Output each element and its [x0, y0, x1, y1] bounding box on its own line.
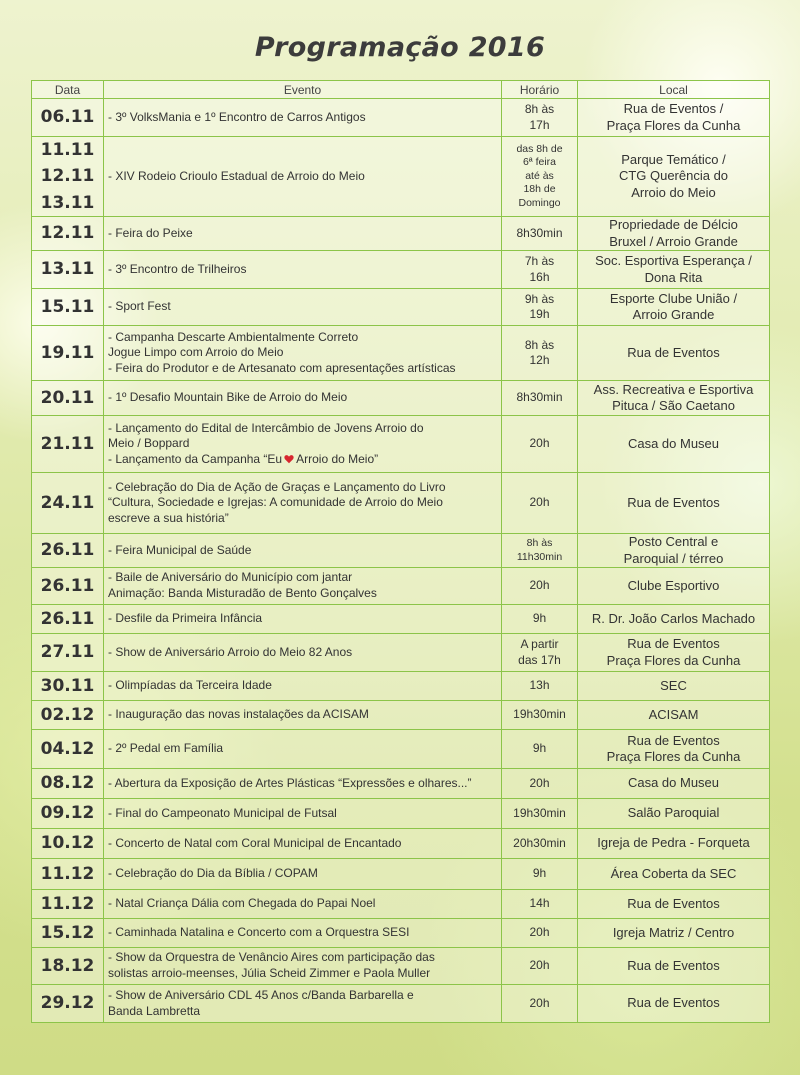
- event-place-cell: [578, 568, 770, 605]
- cell-line: Parque Temático /: [621, 151, 726, 167]
- table-row: [32, 137, 770, 217]
- event-date-cell: [32, 473, 104, 534]
- event-date-cell: [32, 769, 104, 799]
- cell-line: Praça Flores da Cunha: [606, 652, 741, 668]
- cell-line: Rua de Eventos: [627, 957, 720, 973]
- event-place-cell: [578, 948, 770, 985]
- cell-line: 20h: [529, 495, 550, 510]
- event-time-cell: [502, 859, 578, 890]
- event-text-part: Arroio do Meio”: [296, 451, 379, 466]
- cell-line: 18h de: [523, 183, 556, 196]
- cell-line: A partir: [520, 637, 559, 652]
- cell-line: - Baile de Aniversário do Município com jantar: [108, 570, 353, 585]
- cell-line: Pituca / São Caetano: [612, 398, 735, 414]
- cell-line: das 17h: [518, 652, 561, 667]
- cell-line: 20h: [529, 775, 550, 790]
- event-time-cell: [502, 381, 578, 416]
- event-date-cell: [32, 634, 104, 672]
- cell-line: Bruxel / Arroio Grande: [609, 233, 738, 249]
- event-date: 13.11: [40, 192, 95, 213]
- event-place-cell: [578, 672, 770, 701]
- table-row: [32, 416, 770, 473]
- event-time-cell: [502, 568, 578, 605]
- event-date-cell: [32, 605, 104, 634]
- event-date: 02.12: [40, 704, 95, 725]
- event-description-cell: [104, 859, 502, 890]
- event-place-cell: [578, 326, 770, 381]
- event-date: 11.12: [40, 893, 95, 914]
- cell-line: Paroquial / térreo: [623, 550, 724, 566]
- event-description-cell: [104, 634, 502, 672]
- event-place-cell: [578, 534, 770, 568]
- event-description-cell: [104, 605, 502, 634]
- event-description-cell: [104, 672, 502, 701]
- cell-line: - Caminhada Natalina e Concerto com a Orquestra SESI: [108, 925, 410, 940]
- event-time-cell: [502, 829, 578, 859]
- table-row: [32, 730, 770, 769]
- event-date: 30.11: [40, 675, 95, 696]
- table-row: [32, 890, 770, 919]
- cell-line: Jogue Limpo com Arroio do Meio: [108, 345, 284, 360]
- cell-line: - Feira Municipal de Saúde: [108, 542, 252, 557]
- cell-line: 12h: [529, 353, 550, 368]
- event-place-cell: [578, 769, 770, 799]
- cell-line: - Lançamento do Edital de Intercâmbio de Jovens Arroio do: [108, 420, 424, 435]
- cell-line: - 3º VolksMania e 1º Encontro de Carros Antigos: [108, 109, 366, 124]
- event-date-cell: [32, 859, 104, 890]
- cell-line: Propriedade de Délcio: [609, 217, 738, 233]
- event-date-cell: [32, 672, 104, 701]
- cell-line: Praça Flores da Cunha: [606, 117, 741, 133]
- cell-line: Dona Rita: [644, 269, 703, 285]
- cell-line: Rua de Eventos: [627, 995, 720, 1011]
- event-date-cell: [32, 534, 104, 568]
- cell-line: Rua de Eventos /: [623, 101, 724, 116]
- event-description-cell: [104, 289, 502, 326]
- event-date: 24.11: [40, 492, 95, 513]
- event-description-cell: [104, 326, 502, 381]
- event-description-cell: [104, 381, 502, 416]
- event-date: 26.11: [40, 608, 95, 629]
- table-row: [32, 919, 770, 948]
- table-row: [32, 473, 770, 534]
- event-place-cell: [578, 799, 770, 829]
- event-date-cell: [32, 890, 104, 919]
- schedule-table: [31, 80, 770, 1023]
- event-date-cell: [32, 799, 104, 829]
- event-time-cell: [502, 799, 578, 829]
- event-place-cell: [578, 137, 770, 217]
- cell-line: - Feira do Peixe: [108, 225, 193, 240]
- event-time-cell: [502, 605, 578, 634]
- table-row: [32, 99, 770, 137]
- cell-line: 6ª feira: [522, 156, 557, 169]
- cell-line: - Show de Aniversário CDL 45 Anos c/Banda Barbarella e: [108, 987, 414, 1002]
- event-time-cell: [502, 634, 578, 672]
- column-header-event: Evento: [104, 81, 502, 99]
- event-date: 26.11: [40, 575, 95, 596]
- table-row: [32, 859, 770, 890]
- table-row: [32, 634, 770, 672]
- cell-line: 11h30min: [516, 550, 563, 563]
- event-place-cell: [578, 634, 770, 672]
- cell-line: 19h30min: [513, 805, 566, 820]
- cell-line: - Final do Campeonato Municipal de Futsal: [108, 805, 337, 820]
- cell-line: Meio / Boppard: [108, 436, 190, 451]
- event-time-cell: [502, 326, 578, 381]
- cell-line: - Feira do Produtor e de Artesanato com apresentações artísticas: [108, 360, 456, 375]
- table-row: [32, 381, 770, 416]
- cell-line: Rua de Eventos: [627, 636, 720, 652]
- event-date-cell: [32, 919, 104, 948]
- event-place-cell: [578, 829, 770, 859]
- event-time-cell: [502, 890, 578, 919]
- cell-line: Casa do Museu: [627, 435, 720, 451]
- cell-line: Clube Esportivo: [627, 577, 720, 593]
- cell-line: 9h: [532, 741, 547, 756]
- cell-line: - Olimpíadas da Terceira Idade: [108, 678, 272, 693]
- cell-line: Banda Lambretta: [108, 1003, 201, 1018]
- cell-line: R. Dr. João Carlos Machado: [591, 610, 756, 626]
- event-date: 26.11: [40, 540, 95, 561]
- event-date: 21.11: [40, 433, 95, 454]
- cell-line: 20h: [529, 436, 550, 451]
- event-description-cell: [104, 799, 502, 829]
- cell-line: Área Coberta da SEC: [610, 865, 737, 881]
- column-header-place: Local: [578, 81, 770, 99]
- event-place-cell: [578, 217, 770, 251]
- table-row: [32, 672, 770, 701]
- event-date-cell: [32, 948, 104, 985]
- event-date: 27.11: [40, 642, 95, 663]
- cell-line: - Show da Orquestra de Venâncio Aires com participação das: [108, 950, 435, 965]
- cell-line: Ass. Recreativa e Esportiva: [593, 381, 754, 397]
- cell-line: 9h: [532, 611, 547, 626]
- event-place-cell: [578, 730, 770, 769]
- cell-line: 20h: [529, 578, 550, 593]
- event-time-cell: [502, 534, 578, 568]
- cell-line: - Concerto de Natal com Coral Municipal de Encantado: [108, 835, 402, 850]
- event-place-cell: [578, 99, 770, 137]
- event-date-cell: [32, 985, 104, 1023]
- cell-line: 9h: [532, 866, 547, 881]
- event-description-cell: [104, 99, 502, 137]
- cell-line: 8h às: [524, 337, 555, 352]
- cell-line: - Abertura da Exposição de Artes Plásticas “Expressões e olhares...”: [108, 775, 472, 790]
- event-date-cell: [32, 730, 104, 769]
- event-place-cell: [578, 985, 770, 1023]
- cell-line: Soc. Esportiva Esperança /: [595, 253, 752, 269]
- cell-line: - Inauguração das novas instalações da ACISAM: [108, 707, 369, 722]
- event-time-cell: [502, 99, 578, 137]
- event-time-cell: [502, 289, 578, 326]
- event-place-cell: [578, 890, 770, 919]
- cell-line: solistas arroio-meenses, Júlia Scheid Zimmer e Paola Muller: [108, 966, 431, 981]
- event-date: 29.12: [40, 993, 95, 1014]
- cell-line: 20h: [529, 995, 550, 1010]
- cell-line: - 3º Encontro de Trilheiros: [108, 261, 247, 276]
- cell-line: até às: [525, 169, 554, 182]
- cell-line: CTG Querência do: [618, 168, 729, 184]
- event-description-cell: [104, 473, 502, 534]
- table-row: [32, 289, 770, 326]
- event-date: 06.11: [40, 107, 95, 128]
- event-date: 11.11: [40, 140, 95, 160]
- table-row: [32, 568, 770, 605]
- event-place-cell: [578, 251, 770, 289]
- event-time-cell: [502, 137, 578, 217]
- event-place-cell: [578, 859, 770, 890]
- cell-line: 8h30min: [516, 390, 563, 405]
- table-row: [32, 948, 770, 985]
- table-row: [32, 985, 770, 1023]
- cell-line: 13h: [529, 678, 550, 693]
- cell-line: Praça Flores da Cunha: [606, 749, 741, 765]
- cell-line: - Sport Fest: [108, 299, 171, 314]
- event-description-cell: [104, 217, 502, 251]
- event-time-cell: [502, 948, 578, 985]
- event-place-cell: [578, 381, 770, 416]
- event-date: 11.12: [40, 863, 95, 884]
- cell-line: - XIV Rodeio Crioulo Estadual de Arroio do Meio: [108, 168, 365, 183]
- cell-line: - 1º Desafio Mountain Bike de Arroio do Meio: [108, 390, 348, 405]
- event-date-cell: [32, 137, 104, 217]
- cell-line: Rua de Eventos: [627, 895, 720, 911]
- event-description-cell: [104, 416, 502, 473]
- cell-line: SEC: [660, 677, 687, 693]
- event-date: 20.11: [40, 387, 95, 408]
- table-row: [32, 326, 770, 381]
- cell-line: 8h30min: [516, 225, 563, 240]
- cell-line: 16h: [529, 269, 550, 284]
- event-date-cell: [32, 568, 104, 605]
- cell-line: “Cultura, Sociedade e Igrejas: A comunidade de Arroio do Meio: [108, 495, 443, 510]
- cell-line: Posto Central e: [628, 534, 719, 550]
- cell-line: [108, 452, 497, 468]
- cell-line: Arroio do Meio: [631, 184, 716, 200]
- event-date: 09.12: [40, 803, 95, 824]
- event-time-cell: [502, 701, 578, 730]
- cell-line: 17h: [529, 117, 550, 132]
- event-date-cell: [32, 701, 104, 730]
- event-description-cell: [104, 251, 502, 289]
- event-description-cell: [104, 534, 502, 568]
- cell-line: - Celebração do Dia de Ação de Graças e Lançamento do Livro: [108, 479, 446, 494]
- event-date: 04.12: [40, 738, 95, 759]
- event-description-cell: [104, 730, 502, 769]
- table-row: [32, 829, 770, 859]
- schedule-body: [32, 99, 770, 1023]
- cell-line: 7h às: [524, 254, 555, 269]
- event-date-cell: [32, 829, 104, 859]
- event-date-cell: [32, 289, 104, 326]
- column-header-time: Horário: [502, 81, 578, 99]
- cell-line: Rua de Eventos: [627, 732, 720, 748]
- cell-line: Casa do Museu: [627, 775, 720, 791]
- event-time-cell: [502, 919, 578, 948]
- event-time-cell: [502, 251, 578, 289]
- table-row: [32, 769, 770, 799]
- cell-line: Arroio Grande: [632, 307, 715, 323]
- event-time-cell: [502, 416, 578, 473]
- event-date: 12.11: [40, 223, 95, 244]
- table-row: [32, 799, 770, 829]
- event-description-cell: [104, 568, 502, 605]
- cell-line: ACISAM: [648, 706, 699, 722]
- event-description-cell: [104, 919, 502, 948]
- event-time-cell: [502, 473, 578, 534]
- event-description-cell: [104, 948, 502, 985]
- table-row: [32, 701, 770, 730]
- cell-line: Rua de Eventos: [627, 344, 720, 360]
- cell-line: 14h: [529, 896, 550, 911]
- event-time-cell: [502, 985, 578, 1023]
- cell-line: - Desfile da Primeira Infância: [108, 611, 263, 626]
- event-date-cell: [32, 251, 104, 289]
- cell-line: das 8h de: [516, 142, 563, 155]
- event-date: 15.12: [40, 922, 95, 943]
- event-date-cell: [32, 326, 104, 381]
- event-description-cell: [104, 985, 502, 1023]
- event-date-cell: [32, 381, 104, 416]
- event-place-cell: [578, 289, 770, 326]
- cell-line: escreve a sua história”: [108, 510, 229, 525]
- event-date-cell: [32, 416, 104, 473]
- cell-line: Rua de Eventos: [627, 494, 720, 510]
- event-place-cell: [578, 473, 770, 534]
- event-date: 10.12: [40, 833, 95, 854]
- event-place-cell: [578, 919, 770, 948]
- event-time-cell: [502, 217, 578, 251]
- table-row: [32, 534, 770, 568]
- event-time-cell: [502, 672, 578, 701]
- event-description-cell: [104, 829, 502, 859]
- cell-line: 8h às: [524, 102, 555, 117]
- event-description-cell: [104, 137, 502, 217]
- cell-line: 9h às: [524, 291, 555, 306]
- page-title: Programação 2016: [254, 32, 546, 63]
- cell-line: 19h: [529, 307, 550, 322]
- event-description-cell: [104, 701, 502, 730]
- event-date-cell: [32, 99, 104, 137]
- event-date: 08.12: [40, 773, 95, 794]
- table-header-row: [32, 81, 770, 99]
- cell-line: - Campanha Descarte Ambientalmente Correto: [108, 329, 359, 344]
- cell-line: Salão Paroquial: [627, 805, 720, 821]
- event-time-cell: [502, 769, 578, 799]
- event-description-cell: [104, 890, 502, 919]
- cell-line: 20h: [529, 925, 550, 940]
- cell-line: - Show de Aniversário Arroio do Meio 82 Anos: [108, 644, 353, 659]
- event-date: 12.11: [40, 166, 95, 187]
- event-date: 13.11: [40, 259, 95, 280]
- cell-line: Domingo: [518, 196, 561, 209]
- event-time-cell: [502, 730, 578, 769]
- cell-line: - Celebração do Dia da Bíblia / COPAM: [108, 866, 318, 881]
- cell-line: 8h às: [526, 537, 553, 550]
- cell-line: - Natal Criança Dália com Chegada do Papai Noel: [108, 896, 376, 911]
- cell-line: Igreja Matriz / Centro: [612, 924, 735, 940]
- cell-line: Animação: Banda Misturadão de Bento Gonçalves: [108, 586, 377, 601]
- table-row: [32, 217, 770, 251]
- event-date-cell: [32, 217, 104, 251]
- table-row: [32, 251, 770, 289]
- event-place-cell: [578, 416, 770, 473]
- event-date: 19.11: [40, 342, 95, 363]
- event-place-cell: [578, 605, 770, 634]
- event-text-part: - Lançamento da Campanha “Eu: [108, 451, 283, 466]
- event-description-cell: [104, 769, 502, 799]
- cell-line: 19h30min: [513, 707, 566, 722]
- cell-line: - 2º Pedal em Família: [108, 741, 224, 756]
- cell-line: Igreja de Pedra - Forqueta: [597, 835, 750, 851]
- cell-line: Esporte Clube União /: [609, 290, 738, 306]
- cell-line: 20h30min: [513, 835, 566, 850]
- cell-line: 20h: [529, 958, 550, 973]
- event-date: 18.12: [40, 955, 95, 976]
- column-header-date: Data: [32, 81, 104, 99]
- event-date: 15.11: [40, 296, 95, 317]
- table-row: [32, 605, 770, 634]
- event-place-cell: [578, 701, 770, 730]
- heart-icon: [284, 454, 294, 464]
